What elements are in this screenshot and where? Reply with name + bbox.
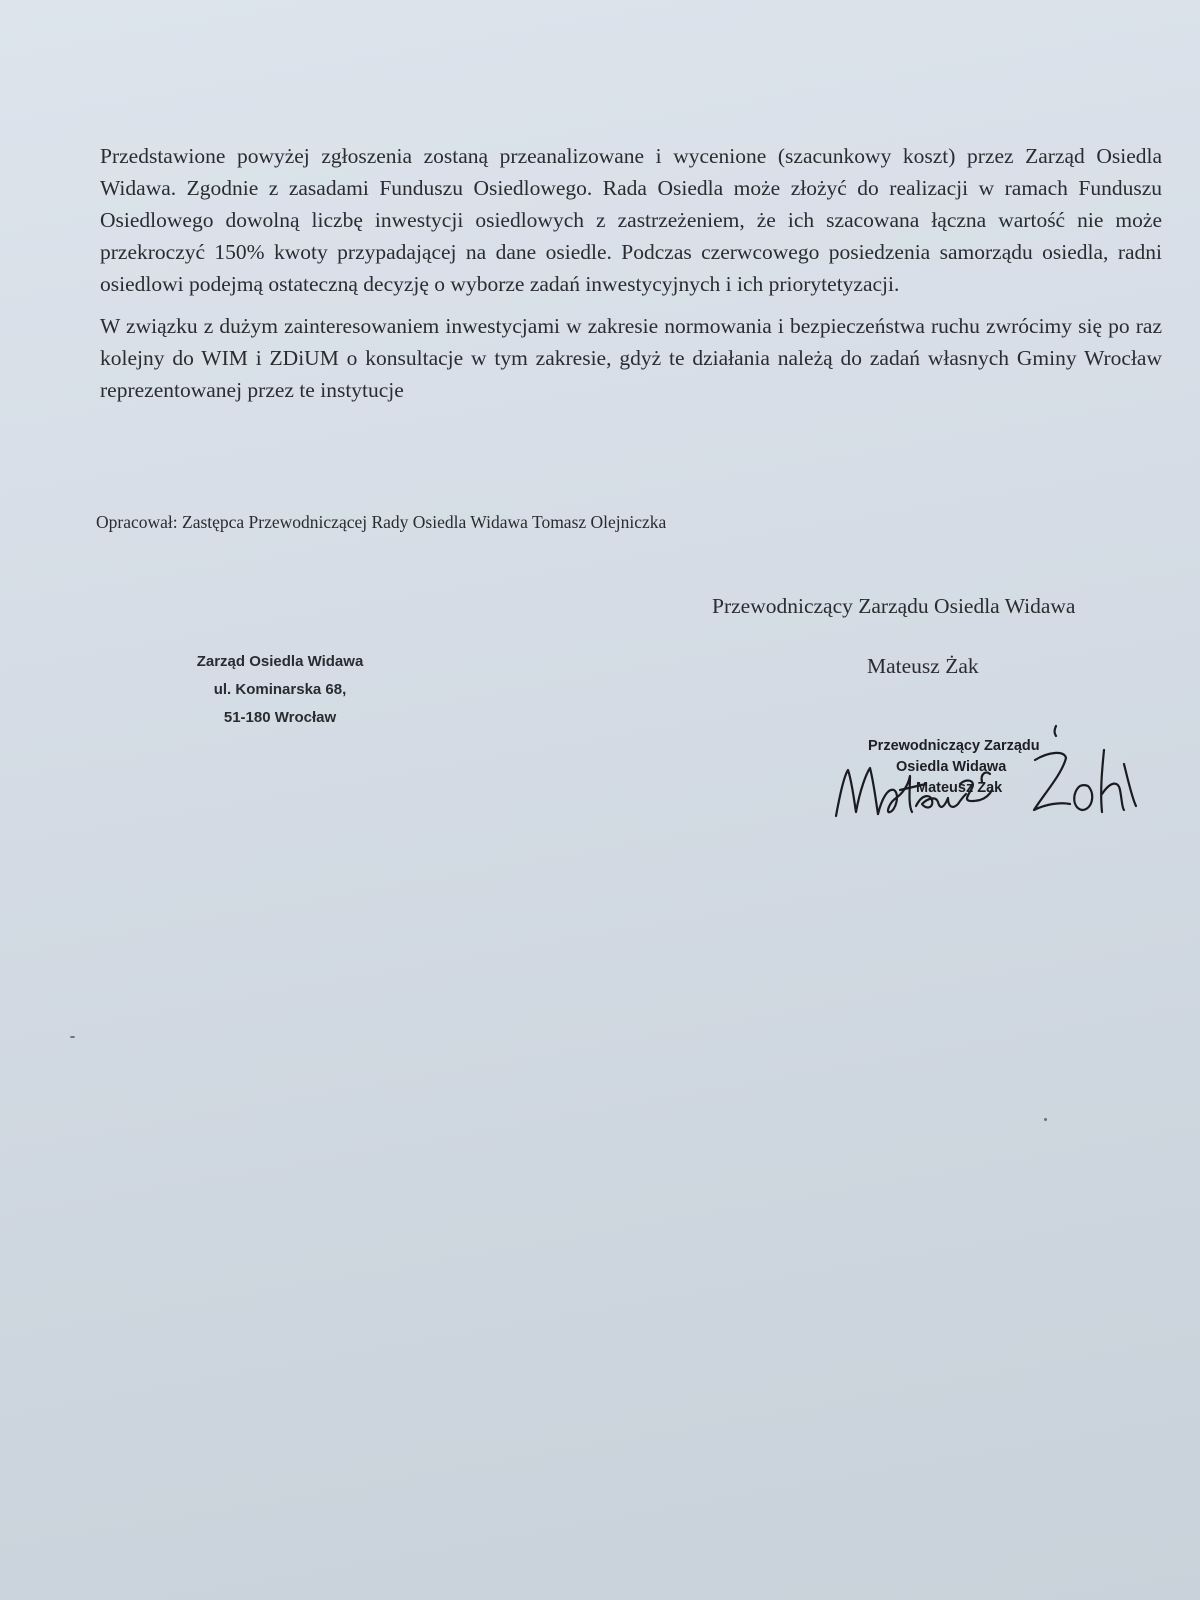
body-paragraph-1: Przedstawione powyżej zgłoszenia zostaną przeanalizowane i wycenione (szacunkowy koszt) przez Zarząd Osiedla Widawa. Zgodnie z zasadami Funduszu Osiedlowego. Rada Osiedla może złożyć do realizacji w ramach Funduszu Osiedlowego dowolną liczbę inwestycji osiedlowych z zastrzeżeniem, że ich szacowana łączna wartość nie może przekroczyć 150% kwoty przypadającej na dane osiedle. Podczas czerwcowego posiedzenia samorządu osiedla, radni osiedlowi podejmą ostateczną decyzję o wyborze zadań inwestycyjnych i ich priorytetyzacji. [100,144,1162,296]
signatory-name: Mateusz Żak [867,654,979,678]
stamp-line-1: Przewodniczący Zarządu [868,738,1040,754]
stamp-line-2: Osiedla Widawa [896,759,1007,775]
address-line-1: Zarząd Osiedla Widawa [196,653,364,670]
body-paragraph-2: W związku z dużym zainteresowaniem inwestycjami w zakresie normowania i bezpieczeństwa ruchu zwrócimy się po raz kolejny do WIM i ZDiUM o konsultacje w tym zakresie, gdyż te działania należą do zadań własnych Gminy Wrocław reprezentowanej przez te instytucje [100,314,1162,402]
address-line-3: 51-180 Wrocław [223,709,337,726]
handwritten-signature [830,724,1170,834]
address-block [150,648,410,732]
prepared-by-line: Opracował: Zastępca Przewodniczącej Rady Osiedla Widawa Tomasz Olejniczka [96,512,667,532]
paper-speck [1044,1118,1047,1121]
address-line-2: ul. Kominarska 68, [213,681,347,698]
signatory-title: Przewodniczący Zarządu Osiedla Widawa [712,594,1076,618]
letter-body [100,140,1162,416]
stamp-line-3: Mateusz Żak [916,780,1003,796]
paper-speck [70,1036,75,1038]
